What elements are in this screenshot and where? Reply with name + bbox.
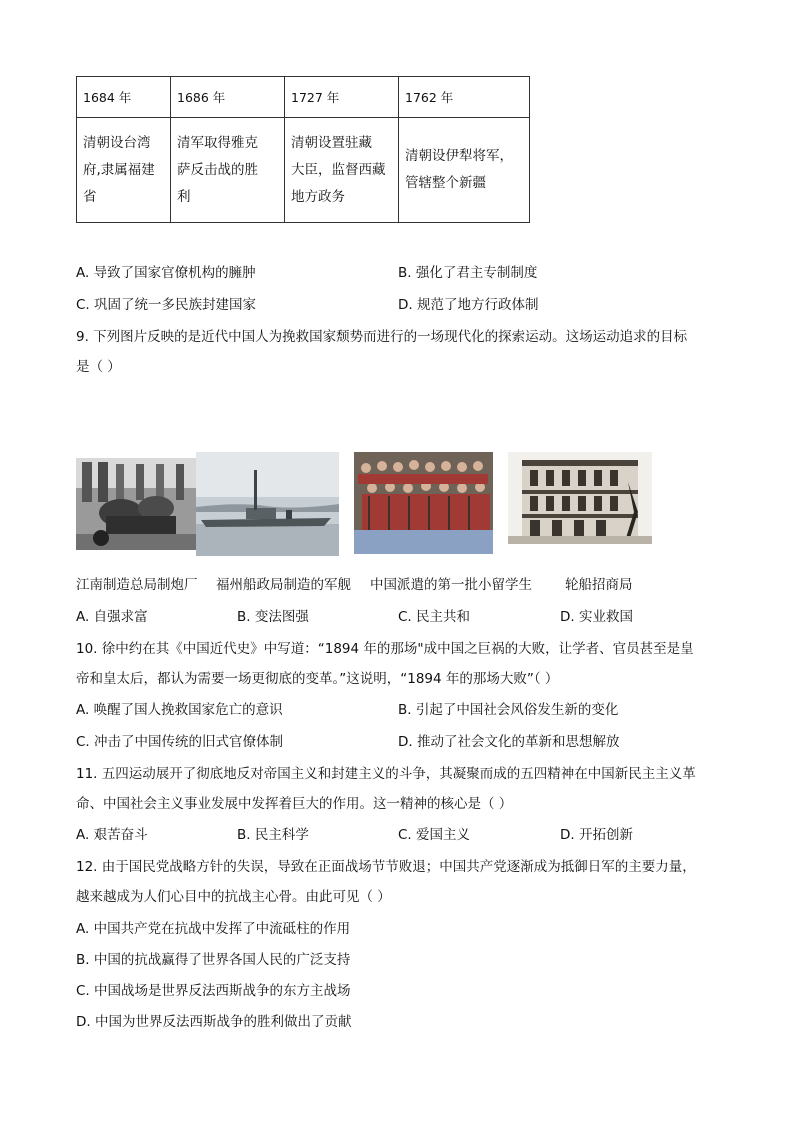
cell-line: 清朝设置驻藏 (291, 134, 372, 151)
q9-option-d[interactable]: D. 实业救国 (560, 609, 633, 625)
q10-stem-cont: 帝和皇太后，都认为需要一场更彻底的变革。”这说明，“1894 年的那场大败”（ ） (76, 671, 559, 687)
cell-line: 清军取得雅克 (177, 134, 258, 151)
q10-option-d[interactable]: D. 推动了社会文化的革新和思想解放 (398, 734, 620, 750)
warship-photo (196, 452, 339, 556)
photo-caption: 中国派遣的第一批小留学生 (370, 577, 532, 593)
q11-option-c[interactable]: C. 爱国主义 (398, 827, 471, 843)
q11-option-b[interactable]: B. 民主科学 (237, 827, 309, 843)
cell-line: 利 (177, 188, 191, 205)
q12-option-d[interactable]: D. 中国为世界反法西斯战争的胜利做出了贡献 (76, 1014, 352, 1030)
q10-option-a[interactable]: A. 唤醒了国人挽救国家危亡的意识 (76, 702, 283, 718)
q11-option-a[interactable]: A. 艰苦奋斗 (76, 827, 148, 843)
cell-line: 省 (83, 188, 97, 205)
q9-stem: 9. 下列图片反映的是近代中国人为挽救国家颓势而进行的一场现代化的探索运动。这场运动追求的目标 (76, 329, 688, 345)
q10-option-c[interactable]: C. 冲击了中国传统的旧式官僚体制 (76, 734, 284, 750)
q12-option-c[interactable]: C. 中国战场是世界反法西斯战争的东方主战场 (76, 983, 351, 999)
q8-option-a[interactable]: A. 导致了国家官僚机构的臃肿 (76, 265, 256, 281)
table-row (77, 118, 530, 223)
q9-option-c[interactable]: C. 民主共和 (398, 609, 471, 625)
q9-option-a[interactable]: A. 自强求富 (76, 609, 148, 625)
cell-line: 管辖整个新疆 (405, 175, 486, 191)
q8-option-b[interactable]: B. 强化了君主专制制度 (398, 265, 538, 281)
students-photo (354, 452, 493, 554)
q9-option-b[interactable]: B. 变法图强 (237, 609, 309, 625)
factory-photo (76, 458, 196, 550)
cell-line: 清朝设伊犁将军， (405, 148, 513, 164)
timeline-table (76, 76, 530, 223)
q11-stem-cont: 命、中国社会主义事业发展中发挥着巨大的作用。这一精神的核心是（ ） (76, 796, 513, 812)
table-cell (285, 118, 399, 223)
q12-stem-cont: 越来越成为人们心目中的抗战主心骨。由此可见（ ） (76, 889, 391, 905)
q11-option-d[interactable]: D. 开拓创新 (560, 827, 633, 843)
cell-line: 地方政务 (291, 188, 345, 205)
table-header-cell: 1727 年 (285, 77, 399, 118)
q10-stem: 10. 徐中约在其《中国近代史》中写道：“1894 年的那场"成中国之巨祸的大败，让学者、官员甚至是皇 (76, 641, 694, 657)
table-header-cell: 1684 年 (77, 77, 171, 118)
cell-line: 萨反击战的胜 (177, 161, 258, 178)
table-header-cell: 1686 年 (171, 77, 285, 118)
q12-option-a[interactable]: A. 中国共产党在抗战中发挥了中流砥柱的作用 (76, 921, 351, 937)
building-photo (508, 452, 652, 544)
table-cell (171, 118, 285, 223)
q8-option-d[interactable]: D. 规范了地方行政体制 (398, 297, 539, 313)
q9-stem-cont: 是（ ） (76, 359, 121, 375)
table-cell (399, 118, 530, 223)
table-header-row (77, 77, 530, 118)
photo-caption: 江南制造总局制炮厂 (76, 577, 198, 593)
table-header-cell: 1762 年 (399, 77, 530, 118)
cell-line: 府,隶属福建 (83, 161, 155, 178)
cell-line: 大臣，监督西藏 (291, 161, 386, 178)
table-cell (77, 118, 171, 223)
q10-option-b[interactable]: B. 引起了中国社会风俗发生新的变化 (398, 702, 619, 718)
q8-option-c[interactable]: C. 巩固了统一多民族封建国家 (76, 297, 257, 313)
q12-option-b[interactable]: B. 中国的抗战赢得了世界各国人民的广泛支持 (76, 952, 351, 968)
photo-caption: 福州船政局制造的军舰 (216, 577, 351, 593)
cell-line: 清朝设台湾 (83, 134, 151, 151)
photo-caption: 轮船招商局 (565, 577, 633, 593)
q11-stem: 11. 五四运动展开了彻底地反对帝国主义和封建主义的斗争，其凝聚而成的五四精神在中国新民主主义革 (76, 766, 696, 782)
q12-stem: 12. 由于国民党战略方针的失误，导致在正面战场节节败退；中国共产党逐渐成为抵御日军的主要力量， (76, 859, 696, 875)
